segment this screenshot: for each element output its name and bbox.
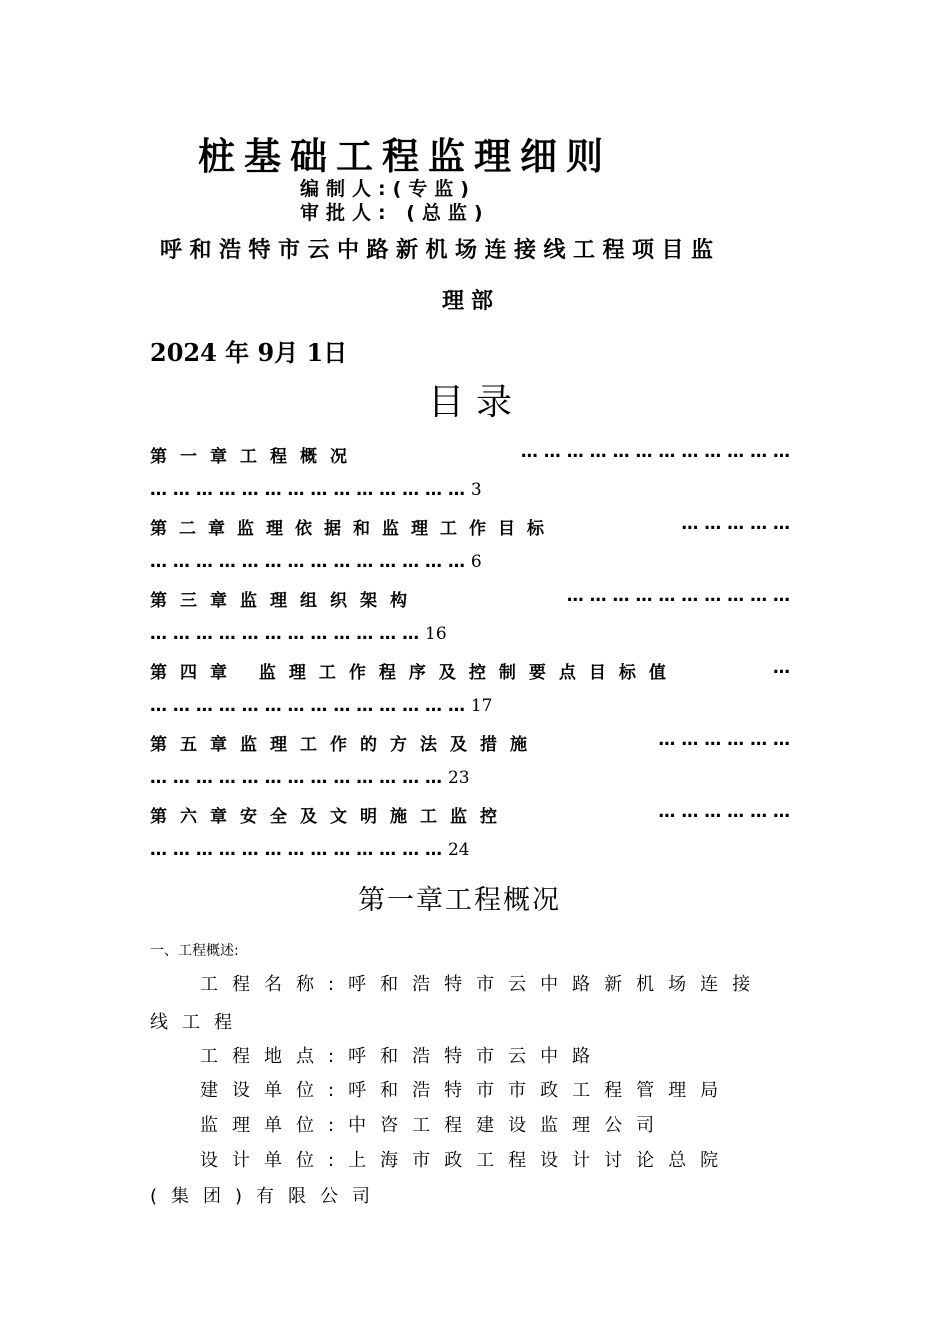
toc-leader-line-6: … … … … … … … … … … … … … 24 [150,840,470,860]
toc-leader-line-4: … … … … … … … … … … … … … … 17 [150,696,493,716]
document-date: 2024 年 9月 1日 [150,338,348,367]
toc-page-number: 23 [447,768,470,788]
toc-leader-line-5: … … … … … … … … … … … … … 23 [150,768,470,788]
toc-leader: … … … … … … [658,802,790,822]
toc-page-number: 3 [470,480,482,500]
toc-entry-4[interactable] [150,658,790,683]
toc-title: 目录 [428,382,525,423]
project-location-line: 工程地点:呼和浩特市云中路 [200,1046,605,1067]
toc-leader-line-3: … … … … … … … … … … … … 16 [150,624,447,644]
document-title: 桩基础工程监理细则 [198,135,612,178]
toc-chapter-label: 第三章监理组织架构 [150,591,420,611]
toc-leader: … … … … … … [658,730,790,750]
toc-leader-line-2: … … … … … … … … … … … … … … 6 [150,552,482,572]
approver-line: 审批人: (总监) [300,202,490,224]
toc-entry-5[interactable] [150,730,790,755]
toc-chapter-label: 第二章监理依据和监理工作目标 [150,519,556,539]
organization-line-1: 呼和浩特市云中路新机场连接线工程项目监 [160,238,721,263]
toc-entry-3[interactable] [150,586,790,611]
toc-entry-6[interactable] [150,802,790,827]
toc-page-number: 17 [470,696,493,716]
toc-entry-2[interactable] [150,514,790,539]
toc-leader: … … … … … … … … … … … … [520,442,790,462]
organization-line-2: 理部 [442,289,501,314]
toc-page-number: 16 [425,624,447,644]
chapter-1-title: 第一章工程概况 [358,885,561,916]
designer-line: 设计单位:上海市政工程设计讨论总院 [200,1150,733,1171]
project-name-line: 工程名称:呼和浩特市云中路新机场连接 [200,974,765,995]
supervisor-line: 监理单位:中咨工程建设监理公司 [200,1115,669,1136]
compiler-line: 编制人:(专监) [300,178,476,200]
toc-leader: … … … … … [681,514,790,534]
toc-page-number: 6 [470,552,482,572]
toc-entry-1[interactable] [150,442,790,467]
toc-chapter-label: 第五章监理工作的方法及措施 [150,735,540,755]
toc-page-number: 24 [447,840,470,860]
section-heading: 一、工程概述: [150,943,239,959]
designer-line-continued: (集团)有限公司 [150,1186,385,1207]
toc-chapter-label: 第一章工程概况 [150,447,360,467]
toc-leader: … [773,658,790,678]
toc-chapter-label: 第六章安全及文明施工监控 [150,807,510,827]
project-name-continued: 线工程 [150,1012,246,1033]
toc-chapter-label: 第四章 监理工作程序及控制要点目标值 [150,663,679,683]
toc-leader-line-1: … … … … … … … … … … … … … … 3 [150,480,482,500]
toc-leader: … … … … … … … … … … [566,586,790,606]
owner-line: 建设单位:呼和浩特市市政工程管理局 [200,1080,733,1101]
